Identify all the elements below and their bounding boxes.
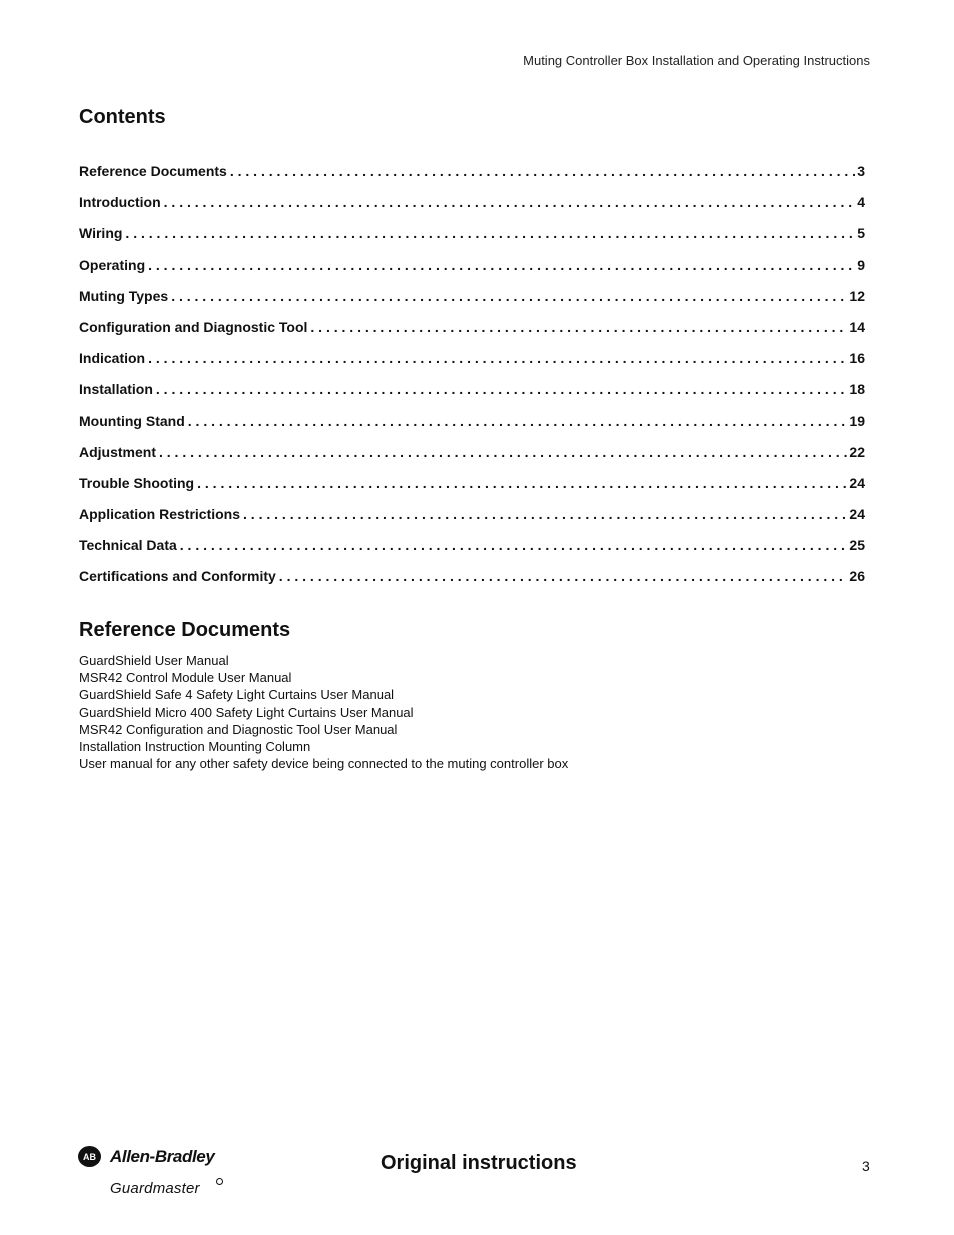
toc-entry-page: 14 [849,318,865,335]
toc-entry-introduction[interactable] [79,194,865,225]
toc-entry-wiring[interactable] [79,225,865,256]
toc-entry-page: 12 [849,287,865,304]
page-number: 3 [862,1158,870,1174]
toc-dot-leader [164,194,856,210]
guardmaster-ring-icon [216,1178,223,1185]
toc-dot-leader [156,381,848,397]
reference-documents-list [79,652,568,772]
toc-entry-label: Configuration and Diagnostic Tool [79,318,308,335]
toc-entry-page: 18 [849,381,865,398]
toc-entry-configuration-and-diagnostic-tool[interactable] [79,319,865,350]
footer-title: Original instructions [381,1152,577,1174]
toc-entry-application-restrictions[interactable] [79,506,865,537]
toc-entry-page: 22 [849,443,865,460]
toc-entry-page: 5 [857,225,865,242]
ab-badge-icon: AB [78,1146,101,1167]
toc-entry-installation[interactable] [79,381,865,412]
toc-entry-label: Technical Data [79,537,177,554]
toc-dot-leader [197,475,847,491]
toc-entry-label: Introduction [79,194,161,211]
reference-document-item: User manual for any other safety device being connected to the muting controller box [79,756,569,772]
toc-entry-page: 9 [857,256,865,273]
toc-dot-leader [188,413,848,429]
toc-dot-leader [243,506,847,522]
toc-entry-adjustment[interactable] [79,444,865,475]
contents-title: Contents [79,106,166,128]
toc-entry-label: Operating [79,256,146,273]
toc-entry-page: 24 [849,506,865,523]
toc-entry-page: 19 [849,412,865,429]
reference-document-item: GuardShield User Manual [79,653,229,668]
toc-dot-leader [171,288,847,304]
toc-entry-label: Wiring [79,225,123,242]
toc-entry-label: Installation [79,381,153,398]
toc-entry-technical-data[interactable] [79,537,865,568]
toc-entry-label: Mounting Stand [79,412,185,429]
toc-entry-label: Certifications and Conformity [79,568,276,585]
toc-entry-indication[interactable] [79,350,865,381]
toc-entry-label: Adjustment [79,443,156,460]
toc-dot-leader [125,225,855,241]
toc-dot-leader [180,537,848,553]
toc-dot-leader [279,568,848,584]
toc-entry-label: Indication [79,350,146,367]
toc-dot-leader [148,350,847,366]
toc-entry-page: 3 [857,163,865,179]
toc-entry-operating[interactable] [79,257,865,288]
toc-entry-muting-types[interactable] [79,288,865,319]
allen-bradley-logo [78,1146,228,1206]
reference-document-item: GuardShield Safe 4 Safety Light Curtains User Manual [79,687,395,703]
toc-dot-leader [159,444,847,460]
toc-entry-label: Trouble Shooting [79,474,195,491]
toc-entry-label: Reference Documents [79,163,227,179]
reference-document-item: MSR42 Configuration and Diagnostic Tool User Manual [79,721,398,737]
toc-dot-leader [148,257,855,273]
guardmaster-wordmark: Guardmaster [110,1180,200,1197]
toc-entry-page: 25 [849,537,865,554]
toc-entry-trouble-shooting[interactable] [79,475,865,506]
toc-entry-label: Application Restrictions [79,506,241,523]
toc-entry-page: 16 [849,350,865,367]
toc-entry-page: 26 [849,568,865,585]
toc-entry-certifications-and-conformity[interactable] [79,568,865,599]
reference-document-item: Installation Instruction Mounting Column [79,739,311,755]
toc-dot-leader [230,163,855,179]
reference-documents-title: Reference Documents [79,619,291,641]
toc-entry-page: 4 [857,194,865,211]
reference-document-item: MSR42 Control Module User Manual [79,670,292,686]
reference-document-item: GuardShield Micro 400 Safety Light Curtains User Manual [79,704,414,720]
toc-entry-label: Muting Types [79,287,169,304]
toc-entry-reference-documents[interactable] [79,163,865,194]
toc-dot-leader [310,319,847,335]
brand-name: Allen-Bradley [110,1147,215,1166]
running-header: Muting Controller Box Installation and Operating Instructions [523,53,870,68]
table-of-contents [79,163,865,600]
toc-entry-page: 24 [849,474,865,491]
toc-entry-mounting-stand[interactable] [79,413,865,444]
